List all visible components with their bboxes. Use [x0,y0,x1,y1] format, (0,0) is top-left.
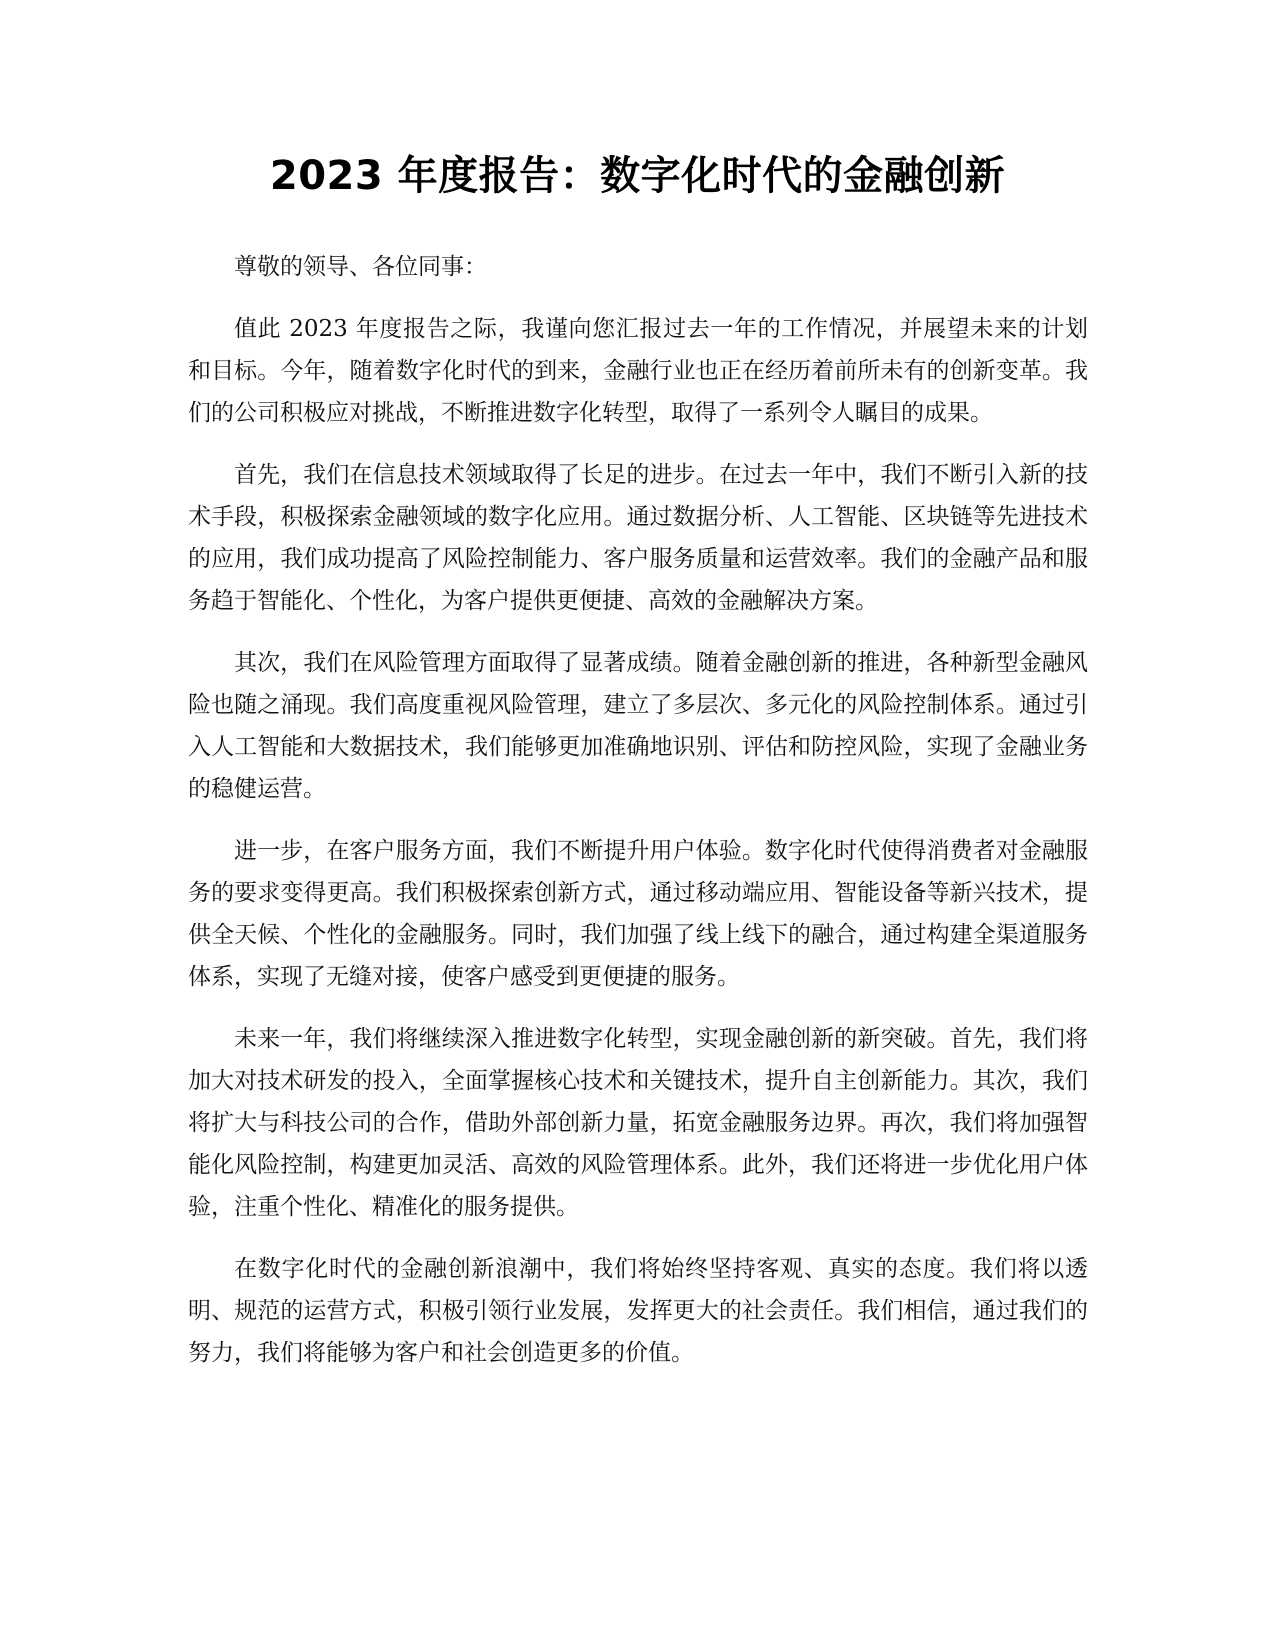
paragraph-intro: 值此 2023 年度报告之际，我谨向您汇报过去一年的工作情况，并展望未来的计划和目标。今年，随着数字化时代的到来，金融行业也正在经历着前所未有的创新变革。我们的公司积极应对挑战，不断推进数字化转型，取得了一系列令人瞩目的成果。 [188,316,1088,426]
paragraph-conclusion: 在数字化时代的金融创新浪潮中，我们将始终坚持客观、真实的态度。我们将以透明、规范的运营方式，积极引领行业发展，发挥更大的社会责任。我们相信，通过我们的努力，我们将能够为客户和社会创造更多的价值。 [188,1256,1088,1366]
paragraph-risk-management: 其次，我们在风险管理方面取得了显著成绩。随着金融创新的推进，各种新型金融风险也随之涌现。我们高度重视风险管理，建立了多层次、多元化的风险控制体系。通过引入人工智能和大数据技术，我们能够更加准确地识别、评估和防控风险，实现了金融业务的稳健运营。 [188,650,1088,802]
paragraph-future-plans: 未来一年，我们将继续深入推进数字化转型，实现金融创新的新突破。首先，我们将加大对技术研发的投入，全面掌握核心技术和关键技术，提升自主创新能力。其次，我们将扩大与科技公司的合作，借助外部创新力量，拓宽金融服务边界。再次，我们将加强智能化风险控制，构建更加灵活、高效的风险管理体系。此外，我们还将进一步优化用户体验，注重个性化、精准化的服务提供。 [188,1026,1088,1220]
paragraph-customer-service: 进一步，在客户服务方面，我们不断提升用户体验。数字化时代使得消费者对金融服务的要求变得更高。我们积极探索创新方式，通过移动端应用、智能设备等新兴技术，提供全天候、个性化的金融服务。同时，我们加强了线上线下的融合，通过构建全渠道服务体系，实现了无缝对接，使客户感受到更便捷的服务。 [188,838,1088,990]
document-body [188,246,1088,1394]
paragraph-technology: 首先，我们在信息技术领域取得了长足的进步。在过去一年中，我们不断引入新的技术手段，积极探索金融领域的数字化应用。通过数据分析、人工智能、区块链等先进技术的应用，我们成功提高了风险控制能力、客户服务质量和运营效率。我们的金融产品和服务趋于智能化、个性化，为客户提供更便捷、高效的金融解决方案。 [188,462,1088,614]
salutation: 尊敬的领导、各位同事： [234,254,487,280]
document-title: 2023 年度报告：数字化时代的金融创新 [269,153,1006,199]
